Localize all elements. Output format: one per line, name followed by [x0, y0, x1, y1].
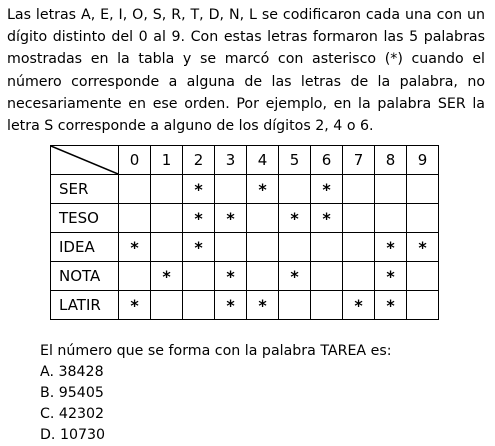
- asterisk-cell: [119, 233, 151, 262]
- empty-cell: [311, 233, 343, 262]
- asterisk-cell: [247, 291, 279, 320]
- empty-cell: [215, 233, 247, 262]
- asterisk-mark: *: [386, 295, 395, 315]
- digit-header-cell: 3: [215, 146, 247, 175]
- digit-header-cell: 9: [407, 146, 439, 175]
- empty-cell: [215, 175, 247, 204]
- digit-header-cell: 4: [247, 146, 279, 175]
- digit-header-cell: 6: [311, 146, 343, 175]
- digit-header-cell: 2: [183, 146, 215, 175]
- asterisk-mark: *: [194, 237, 203, 257]
- word-cell: IDEA: [51, 233, 119, 262]
- empty-cell: [183, 291, 215, 320]
- empty-cell: [407, 291, 439, 320]
- diagonal-line: [51, 146, 118, 174]
- asterisk-cell: [311, 175, 343, 204]
- empty-cell: [151, 204, 183, 233]
- empty-cell: [311, 262, 343, 291]
- asterisk-cell: [407, 233, 439, 262]
- empty-cell: [247, 233, 279, 262]
- asterisk-mark: *: [194, 208, 203, 228]
- asterisk-mark: *: [354, 295, 363, 315]
- empty-cell: [279, 175, 311, 204]
- table-row: [51, 233, 439, 262]
- table-row: [51, 291, 439, 320]
- asterisk-mark: *: [258, 295, 267, 315]
- asterisk-cell: [279, 204, 311, 233]
- empty-cell: [279, 291, 311, 320]
- digit-header-cell: 8: [375, 146, 407, 175]
- digit-header-cell: 0: [119, 146, 151, 175]
- empty-cell: [311, 291, 343, 320]
- asterisk-cell: [311, 204, 343, 233]
- word-cell: NOTA: [51, 262, 119, 291]
- asterisk-mark: *: [194, 179, 203, 199]
- asterisk-cell: [183, 233, 215, 262]
- asterisk-cell: [215, 204, 247, 233]
- digit-header-cell: 5: [279, 146, 311, 175]
- asterisk-cell: [343, 291, 375, 320]
- empty-cell: [247, 262, 279, 291]
- table-row: [51, 262, 439, 291]
- table-row: [51, 204, 439, 233]
- empty-cell: [151, 233, 183, 262]
- empty-cell: [247, 204, 279, 233]
- table-corner-cell: [51, 146, 119, 175]
- asterisk-mark: *: [226, 266, 235, 286]
- table-row: [51, 175, 439, 204]
- empty-cell: [343, 175, 375, 204]
- digit-header-cell: 1: [151, 146, 183, 175]
- empty-cell: [407, 175, 439, 204]
- asterisk-mark: *: [386, 266, 395, 286]
- digit-header-cell: 7: [343, 146, 375, 175]
- asterisk-mark: *: [290, 266, 299, 286]
- asterisk-mark: *: [290, 208, 299, 228]
- empty-cell: [119, 204, 151, 233]
- asterisk-mark: *: [226, 295, 235, 315]
- word-cell: TESO: [51, 204, 119, 233]
- asterisk-mark: *: [418, 237, 427, 257]
- asterisk-cell: [215, 291, 247, 320]
- empty-cell: [279, 233, 311, 262]
- empty-cell: [407, 262, 439, 291]
- empty-cell: [151, 175, 183, 204]
- empty-cell: [343, 233, 375, 262]
- letter-digit-table: [50, 145, 439, 320]
- asterisk-cell: [375, 262, 407, 291]
- empty-cell: [151, 291, 183, 320]
- asterisk-cell: [183, 204, 215, 233]
- option-c[interactable]: C. 42302: [40, 406, 105, 422]
- empty-cell: [119, 262, 151, 291]
- problem-statement: Las letras A, E, I, O, S, R, T, D, N, L se codificaron cada una con un dígito distinto del 0 al 9. Con estas letras formaron las 5 palabras mostradas en la tabla y se marcó con asterisco (*) cuando el número corresponde a alguna de las letras de la palabra, no necesariamente en ese orden. Por ejemplo, en la palabra SER la letra S corresponde a alguno de los dígitos 2, 4 o 6.: [7, 7, 485, 135]
- asterisk-mark: *: [226, 208, 235, 228]
- asterisk-mark: *: [130, 295, 139, 315]
- asterisk-cell: [375, 233, 407, 262]
- asterisk-cell: [215, 262, 247, 291]
- empty-cell: [407, 204, 439, 233]
- empty-cell: [343, 204, 375, 233]
- asterisk-cell: [119, 291, 151, 320]
- empty-cell: [119, 175, 151, 204]
- option-a[interactable]: A. 38428: [40, 364, 104, 380]
- asterisk-cell: [375, 291, 407, 320]
- asterisk-mark: *: [322, 208, 331, 228]
- question-text: El número que se forma con la palabra TAREA es:: [40, 343, 392, 359]
- word-cell: LATIR: [51, 291, 119, 320]
- asterisk-mark: *: [322, 179, 331, 199]
- empty-cell: [375, 204, 407, 233]
- asterisk-cell: [247, 175, 279, 204]
- option-d[interactable]: D. 10730: [40, 427, 106, 443]
- answer-options: [40, 362, 105, 446]
- asterisk-mark: *: [130, 237, 139, 257]
- empty-cell: [343, 262, 375, 291]
- asterisk-mark: *: [258, 179, 267, 199]
- asterisk-mark: *: [386, 237, 395, 257]
- asterisk-cell: [183, 175, 215, 204]
- empty-cell: [183, 262, 215, 291]
- table-header-row: [51, 146, 439, 175]
- empty-cell: [375, 175, 407, 204]
- asterisk-cell: [151, 262, 183, 291]
- option-b[interactable]: B. 95405: [40, 385, 104, 401]
- word-cell: SER: [51, 175, 119, 204]
- asterisk-mark: *: [162, 266, 171, 286]
- asterisk-cell: [279, 262, 311, 291]
